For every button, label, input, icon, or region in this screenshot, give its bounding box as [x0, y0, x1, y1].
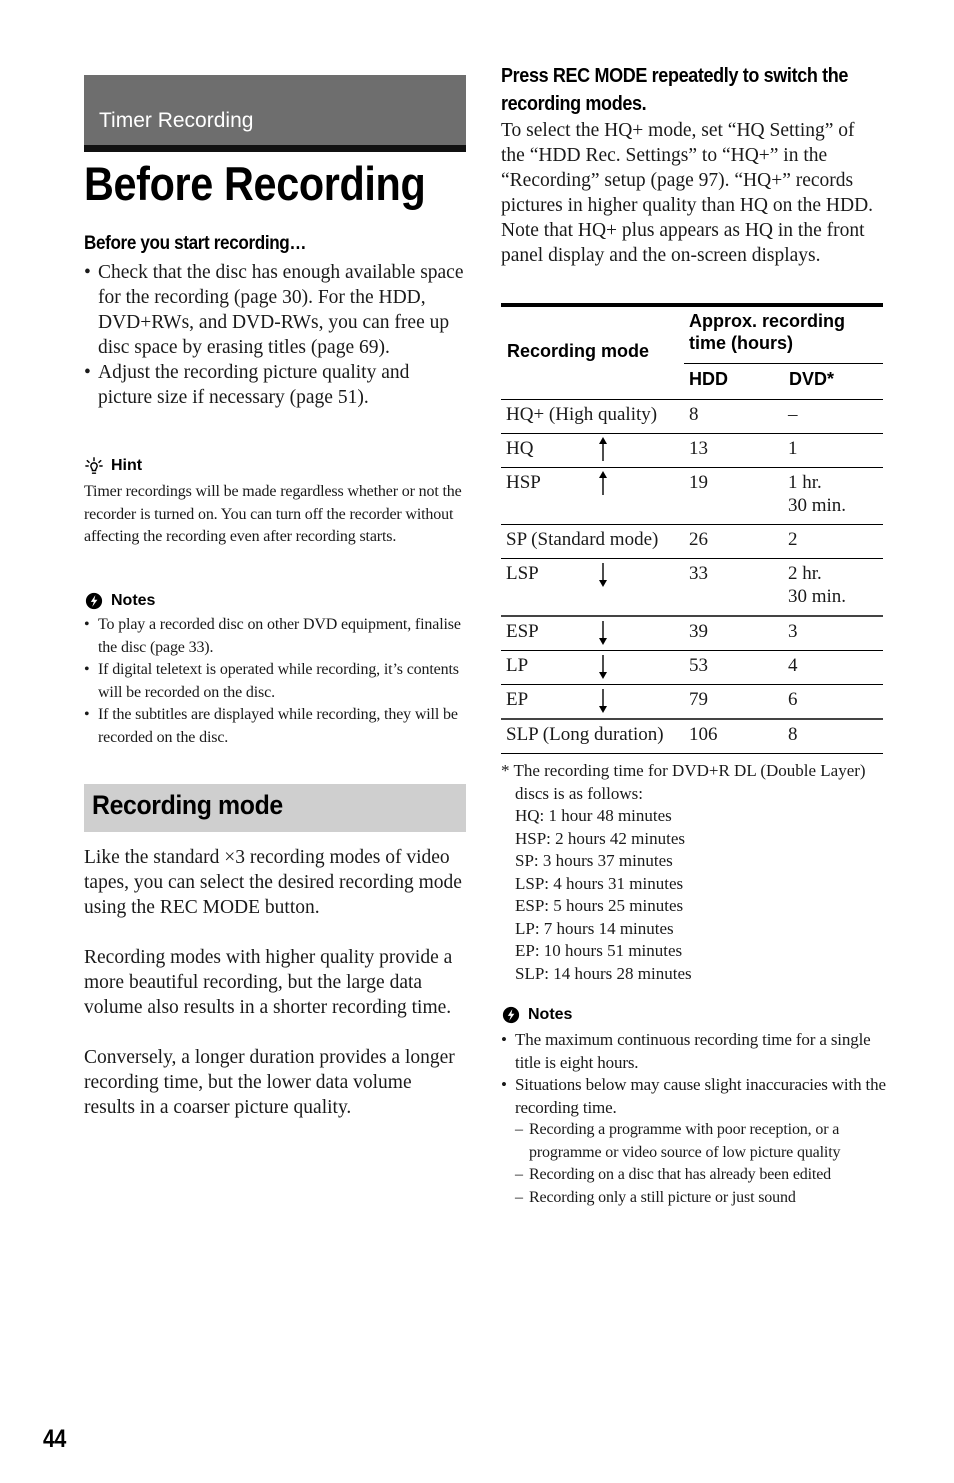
recording-mode-paragraph: Conversely, a longer duration provides a longer recording time, but the lower data volume results in a coarser picture quality. [84, 1047, 455, 1118]
footnote-line: HSP: 2 hours 42 minutes [515, 828, 686, 848]
arrow-down-icon [597, 654, 609, 679]
table-body [501, 400, 883, 754]
dvd-dl-footnote [501, 760, 891, 985]
table-row [501, 559, 883, 617]
list-item: • Adjust the recording picture quality and picture size if necessary (page 51). [84, 360, 466, 410]
cell-hdd: 33 [689, 563, 708, 584]
cell-dvd: 3 [788, 621, 798, 642]
footnote-line: HQ: 1 hour 48 minutes [515, 806, 672, 825]
cell-hdd: 53 [689, 655, 708, 676]
hint-heading [84, 457, 142, 475]
cell-dvd: – [788, 404, 798, 425]
table-row [501, 525, 883, 559]
recording-mode-heading: Recording mode [92, 790, 283, 820]
header-recording-mode: Recording mode [507, 341, 650, 361]
table-row [501, 720, 883, 754]
cell-mode: EP [506, 689, 529, 710]
arrow-down-icon [597, 562, 609, 587]
press-rec-mode-heading: Press REC MODE repeatedly to switch the recording modes. [501, 65, 849, 115]
list-item: • To play a recorded disc on other DVD equipment, finalise the disc (page 33). [84, 614, 466, 659]
arrow-down-icon [597, 620, 609, 645]
cell-mode: SP (Standard mode) [506, 529, 659, 550]
before-start-heading: Before you start recording… [84, 233, 307, 254]
notes-list [501, 1029, 891, 1209]
arrow-up-icon [597, 437, 609, 462]
cell-dvd: 4 [788, 655, 798, 676]
list-item: • If the subtitles are displayed while recording, they will be recorded on the disc. [84, 704, 466, 749]
section-label-bar [84, 75, 466, 145]
cell-mode: HSP [506, 472, 541, 493]
page-number: 44 [43, 1425, 66, 1453]
cell-mode: SLP (Long duration) [506, 724, 664, 745]
footnote-line: SP: 3 hours 37 minutes [515, 851, 673, 870]
arrow-up-icon [597, 471, 609, 496]
cell-hdd: 106 [689, 724, 718, 745]
recording-mode-heading-box [84, 784, 466, 832]
notes-icon [501, 1006, 521, 1024]
cell-hdd: 19 [689, 472, 708, 493]
table-row [501, 400, 883, 434]
hint-label: Hint [111, 457, 143, 474]
cell-mode: LSP [506, 563, 539, 584]
header-approx-time: Approx. recording time (hours) [689, 311, 846, 353]
recording-mode-paragraph: Like the standard ×3 recording modes of video tapes, you can select the desired recording mode using the REC MODE button. [84, 847, 462, 918]
cell-mode: LP [506, 655, 529, 676]
sub-list-item: – Recording only a still picture or just sound [501, 1187, 891, 1210]
recording-mode-table [501, 303, 883, 754]
lightbulb-icon [84, 457, 104, 475]
hq-plus-paragraph: To select the HQ+ mode, set “HQ Setting” of the “HDD Rec. Settings” to “HQ+” in the “Recording” setup (page 97). “HQ+” records pictures in higher quality than HQ on the HDD. Note that HQ+ plus appears as HQ in the front panel display and the on-screen displays. [501, 120, 874, 266]
table-row [501, 434, 883, 468]
cell-hdd: 39 [689, 621, 708, 642]
notes-icon [84, 592, 104, 610]
section-divider [84, 145, 466, 152]
section-label: Timer Recording [99, 109, 254, 132]
cell-mode: HQ [506, 438, 534, 459]
table-row [501, 468, 883, 525]
arrow-down-icon [597, 688, 609, 713]
cell-hdd: 13 [689, 438, 708, 459]
list-item: • The maximum continuous recording time for a single title is eight hours. [501, 1029, 891, 1074]
notes-heading [84, 592, 155, 610]
cell-hdd: 79 [689, 689, 708, 710]
notes-label: Notes [528, 1006, 573, 1023]
footnote-line: SLP: 14 hours 28 minutes [515, 963, 692, 983]
footnote-intro: * The recording time for DVD+R DL (Double Layer) discs is as follows: [501, 761, 866, 803]
notes-label: Notes [111, 592, 156, 609]
sub-list-item: – Recording on a disc that has already been edited [501, 1164, 891, 1187]
table-header [501, 307, 883, 400]
notes-list [84, 614, 466, 749]
table-row [501, 651, 883, 685]
footnote-line: ESP: 5 hours 25 minutes [515, 896, 684, 915]
cell-dvd: 2 hr. [788, 563, 822, 584]
cell-dvd-line2: 30 min. [788, 495, 847, 516]
table-row [501, 685, 883, 720]
cell-dvd-line2: 30 min. [788, 586, 847, 607]
before-start-list [84, 260, 466, 410]
header-dvd: DVD* [789, 369, 835, 389]
footnote-line: LSP: 4 hours 31 minutes [515, 873, 684, 893]
recording-mode-paragraph: Recording modes with higher quality provide a more beautiful recording, but the large data volume also results in a shorter recording time. [84, 947, 453, 1018]
cell-dvd: 2 [788, 529, 798, 550]
list-item: • Situations below may cause slight inaccuracies with the recording time. [501, 1074, 891, 1119]
notes-heading [501, 1006, 572, 1024]
cell-dvd: 1 hr. [788, 472, 822, 493]
cell-mode: ESP [506, 621, 539, 642]
table-row [501, 617, 883, 651]
footnote-line: EP: 10 hours 51 minutes [515, 941, 683, 960]
cell-dvd: 8 [788, 724, 798, 745]
cell-dvd: 1 [788, 438, 798, 459]
list-item: • Check that the disc has enough available space for the recording (page 30). For the HDD, DVD+RWs, and DVD-RWs, you can free up disc space by erasing titles (page 69). [84, 260, 466, 360]
cell-mode: HQ+ (High quality) [506, 404, 658, 425]
cell-hdd: 8 [689, 404, 699, 425]
list-item: • If digital teletext is operated while recording, it’s contents will be recorded on the disc. [84, 659, 466, 704]
page-title: Before Recording [84, 157, 426, 210]
sub-list-item: – Recording a programme with poor reception, or a programme or video source of low picture quality [501, 1119, 891, 1164]
header-sub-rule [684, 363, 883, 364]
cell-dvd: 6 [788, 689, 798, 710]
footnote-line: LP: 7 hours 14 minutes [515, 918, 674, 938]
hint-text: Timer recordings will be made regardless whether or not the recorder is turned on. You can turn off the recorder without affecting the recording even after recording starts. [84, 483, 462, 545]
cell-hdd: 26 [689, 529, 708, 550]
header-hdd: HDD [689, 369, 728, 389]
